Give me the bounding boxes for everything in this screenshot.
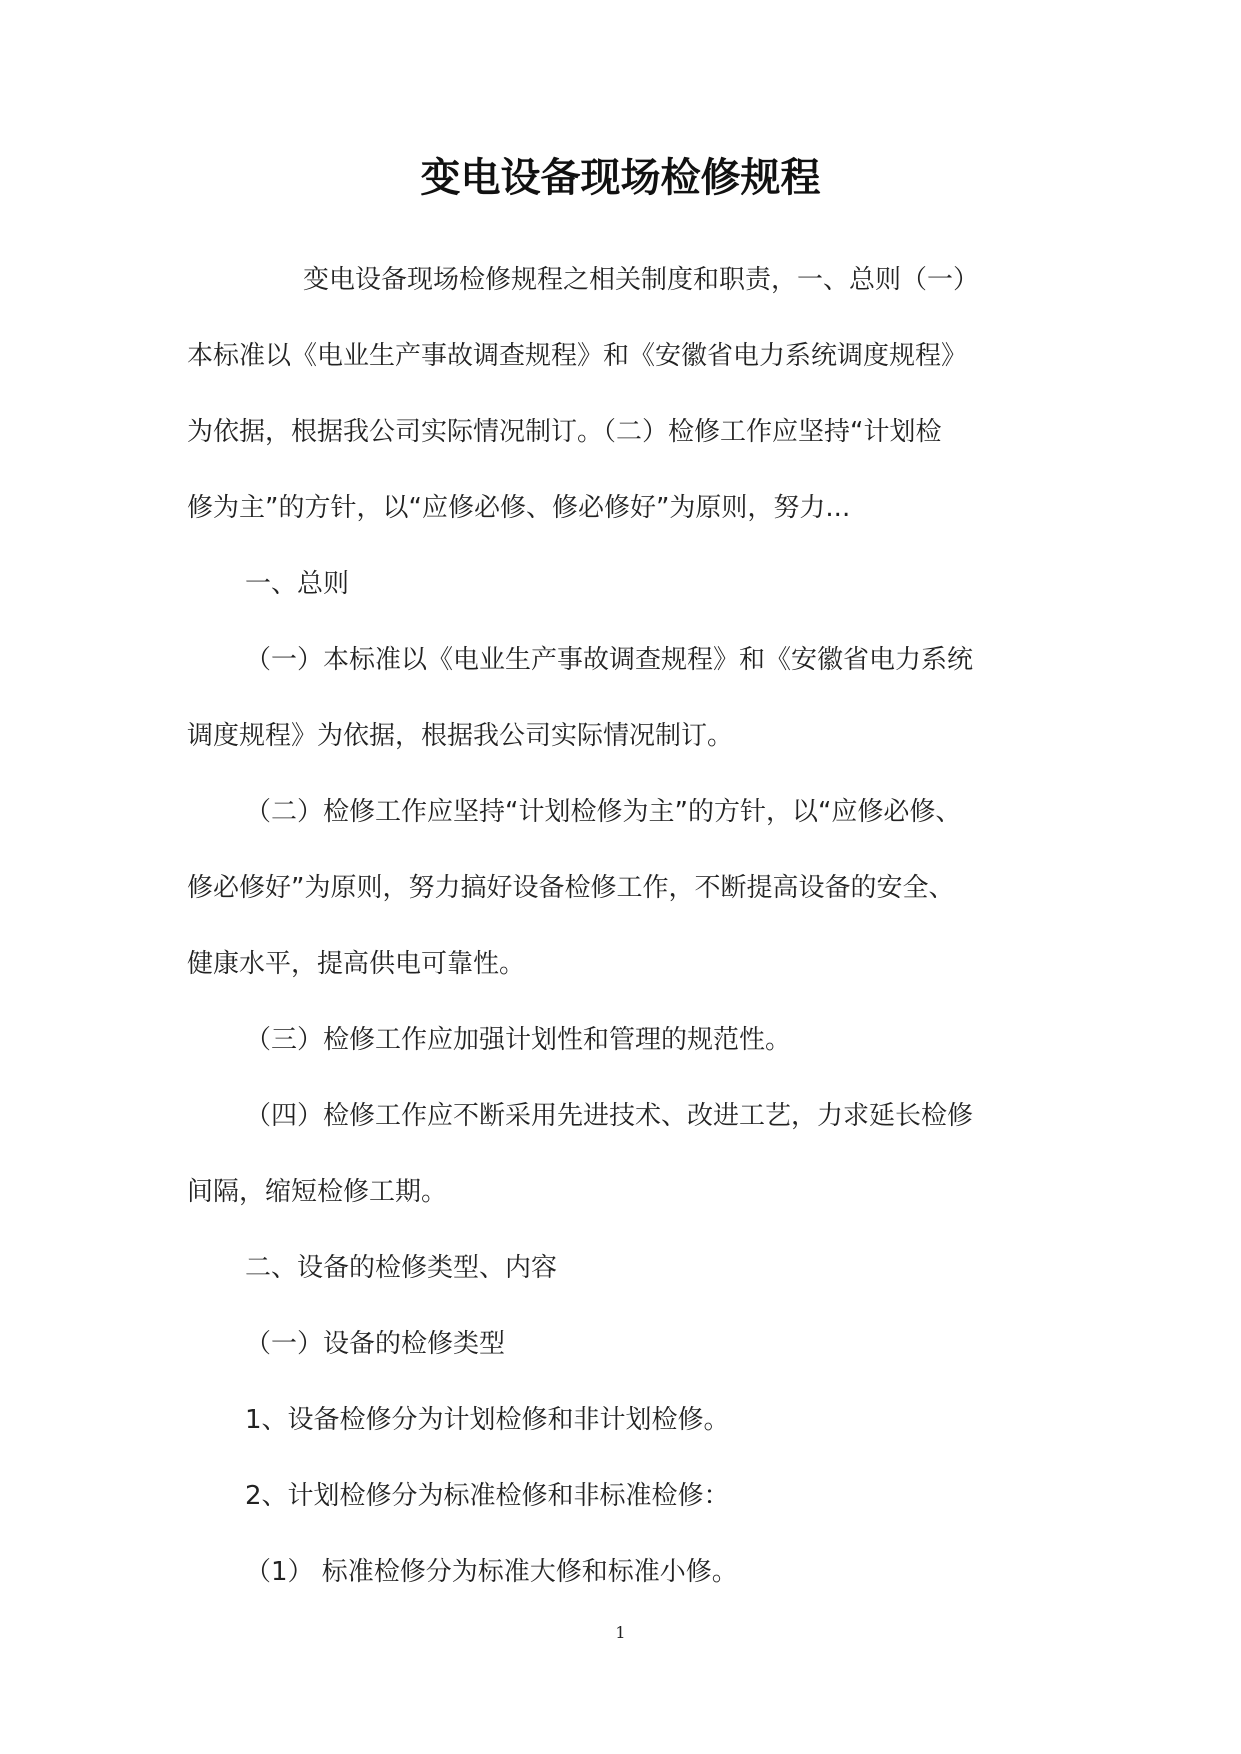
paragraph-line: （一）本标准以《电业生产事故调查规程》和《安徽省电力系统: [245, 645, 974, 675]
list-item: （1） 标准检修分为标准大修和标准小修。: [245, 1557, 738, 1587]
paragraph-line: 修必修好”为原则，努力搞好设备检修工作，不断提高设备的安全、: [187, 873, 955, 903]
paragraph-line: （二）检修工作应坚持“计划检修为主”的方针，以“应修必修、: [245, 797, 962, 827]
paragraph-line: 本标准以《电业生产事故调查规程》和《安徽省电力系统调度规程》: [187, 341, 968, 371]
paragraph-line: 变电设备现场检修规程之相关制度和职责，一、总则（一）: [303, 265, 980, 295]
section-heading: 一、总则: [245, 569, 350, 599]
section-heading: 二、设备的检修类型、内容: [245, 1253, 558, 1283]
paragraph-line: （四）检修工作应不断采用先进技术、改进工艺，力求延长检修: [245, 1101, 974, 1131]
list-item: 1、设备检修分为计划检修和非计划检修。: [245, 1405, 730, 1435]
page-number: 1: [615, 1623, 626, 1642]
list-item: 2、计划检修分为标准检修和非标准检修：: [245, 1481, 730, 1511]
subsection-heading: （一）设备的检修类型: [245, 1329, 506, 1359]
paragraph-line: 健康水平，提高供电可靠性。: [187, 949, 526, 979]
paragraph-line: 间隔，缩短检修工期。: [187, 1177, 448, 1207]
document-body: [187, 258, 1067, 1626]
paragraph-line: 调度规程》为依据，根据我公司实际情况制订。: [187, 721, 734, 751]
paragraph-line: 为依据，根据我公司实际情况制订。（二）检修工作应坚持“计划检: [187, 417, 942, 447]
paragraph-line: 修为主”的方针，以“应修必修、修必修好”为原则，努力...: [187, 493, 851, 523]
document-title: 变电设备现场检修规程: [420, 154, 821, 201]
paragraph-line: （三）检修工作应加强计划性和管理的规范性。: [245, 1025, 792, 1055]
